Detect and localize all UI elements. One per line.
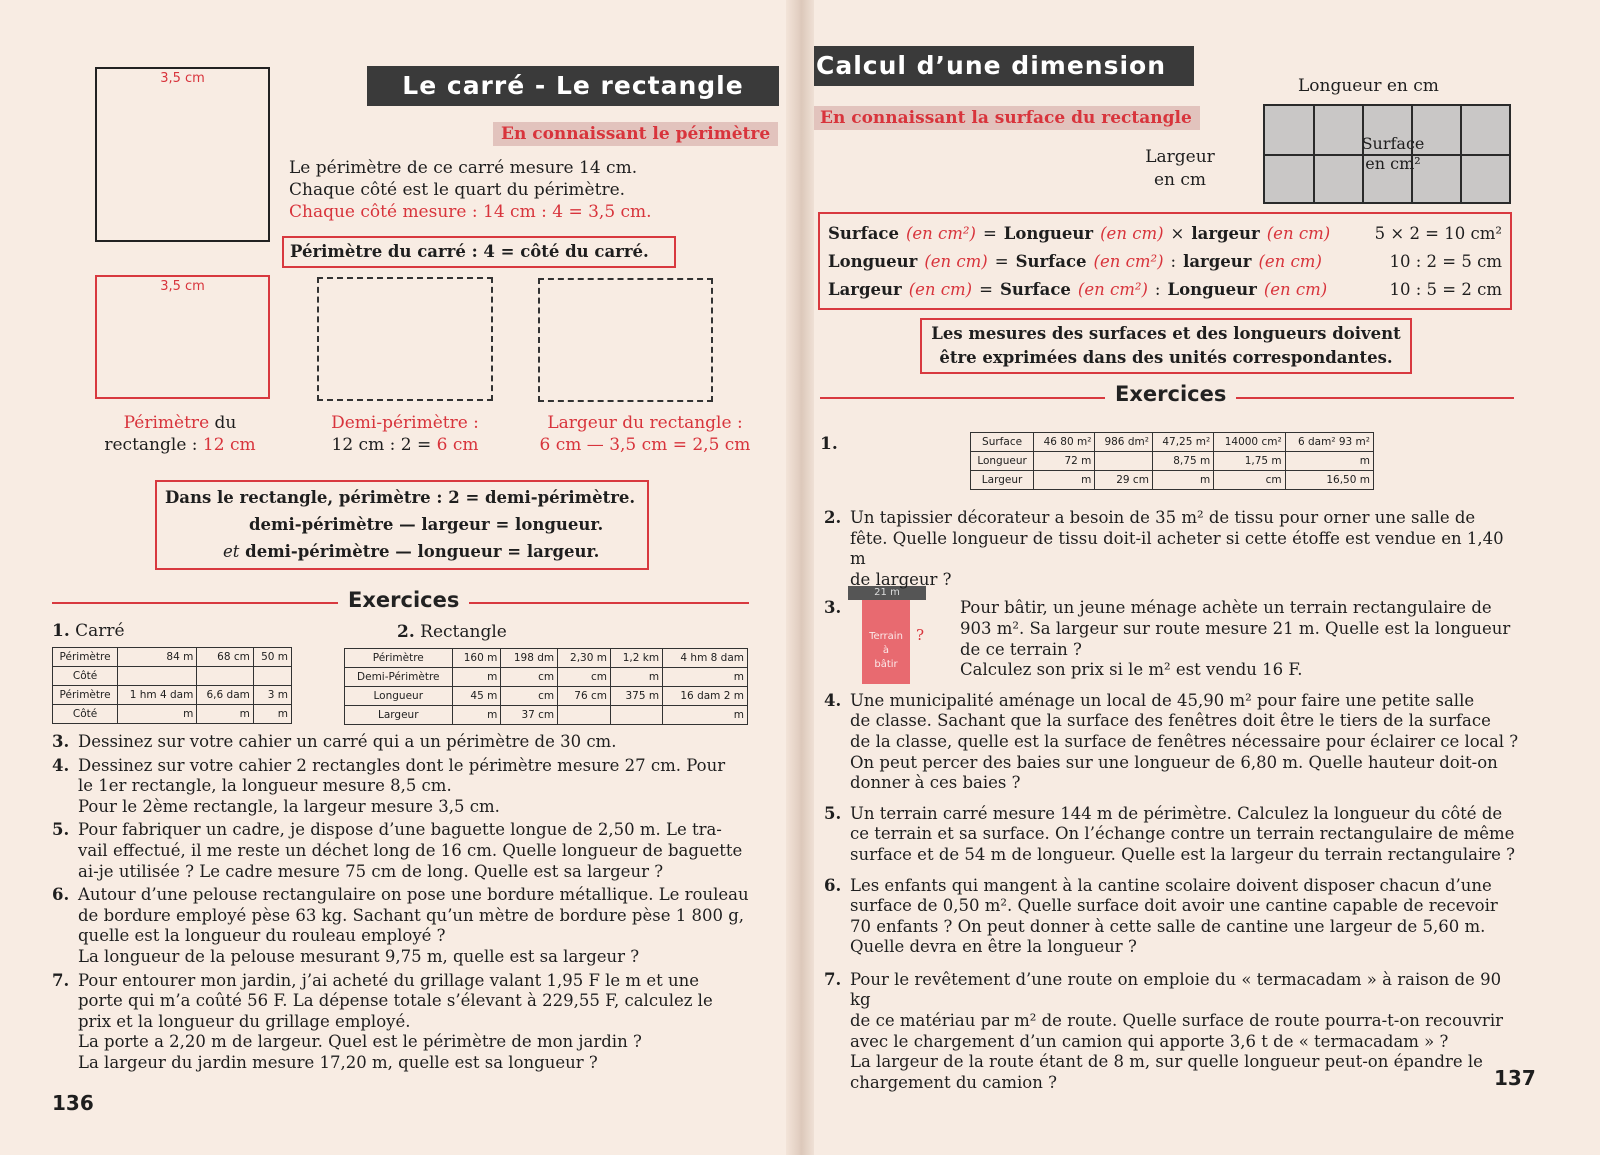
left-exercise-line: Dessinez sur votre cahier 2 rectangles dont le périmètre mesure 27 cm. Pour bbox=[78, 755, 726, 775]
left-exercise-line: La longueur de la pelouse mesurant 9,75 m, quelle est sa largeur ? bbox=[78, 946, 640, 966]
right-exercise bbox=[824, 804, 1524, 866]
r-ex1-row-label: Largeur bbox=[971, 471, 1034, 490]
r-ex1-table bbox=[970, 432, 1374, 490]
ex2-cell: 375 m bbox=[610, 687, 662, 706]
units-note-box bbox=[920, 318, 1412, 374]
ex1-table bbox=[52, 647, 292, 724]
right-exercise bbox=[824, 970, 1524, 1094]
formula-unit: (en cm) bbox=[1100, 224, 1164, 243]
caption-width-calc: 6 cm — 3,5 cm = 2,5 cm bbox=[539, 435, 751, 455]
r-ex1-cell: 72 m bbox=[1034, 452, 1095, 471]
r-ex1-row bbox=[971, 471, 1374, 490]
right-exercise-line: Une municipalité aménage un local de 45,90 m² pour faire une petite salle bbox=[850, 690, 1475, 710]
ex1-cell: 84 m bbox=[118, 648, 197, 667]
right-exercises-title: Exercices bbox=[1105, 382, 1236, 406]
formula-term: largeur bbox=[1191, 224, 1260, 243]
rect-rule-et: et bbox=[223, 542, 240, 561]
caption-rectangle-word: rectangle : bbox=[104, 435, 198, 455]
right-exercise-line: de classe. Sachant que la surface des fenêtres doit être le tiers de la surface bbox=[850, 711, 1491, 731]
caption-perimeter-word: Périmètre bbox=[123, 413, 210, 433]
intro-line-3: Chaque côté mesure : 14 cm : 4 = 3,5 cm. bbox=[289, 202, 652, 222]
r-ex1-cell: 14000 cm² bbox=[1214, 433, 1285, 452]
ex1-row-label: Côté bbox=[53, 667, 118, 686]
right-exercise-number: 7. bbox=[824, 969, 842, 989]
right-exercise-number: 2. bbox=[824, 508, 842, 527]
ex1-number: 1. bbox=[52, 621, 70, 641]
grid-top-label: Longueur en cm bbox=[1298, 76, 1439, 96]
caption-12cm: 12 cm bbox=[202, 435, 256, 455]
square-rule-box bbox=[282, 236, 676, 268]
ex2-row bbox=[345, 687, 748, 706]
ex2-cell: m bbox=[452, 706, 501, 725]
rectangle-rule-box bbox=[155, 480, 649, 570]
intro-line-2: Chaque côté est le quart du périmètre. bbox=[289, 180, 626, 200]
formula-expression bbox=[828, 220, 1337, 248]
formula-term: Largeur bbox=[828, 280, 902, 299]
right-exercise-line: fête. Quelle longueur de tissu doit-il acheter si cette étoffe est vendue en 1,40 m bbox=[850, 528, 1504, 569]
right-exercise-line: Pour le revêtement d’une route on emploie du « termacadam » à raison de 90 kg bbox=[850, 969, 1502, 1010]
left-exercise bbox=[52, 971, 752, 1074]
formula-operator: × bbox=[1170, 224, 1185, 243]
r-ex1-cell: 46 80 m² bbox=[1034, 433, 1095, 452]
ex2-cell bbox=[558, 706, 611, 725]
caption-half-perimeter-title: Demi-périmètre : bbox=[331, 413, 479, 433]
right-exercise-line: de ce terrain ? bbox=[960, 639, 1082, 659]
ex2-row bbox=[345, 706, 748, 725]
grid-side-label bbox=[1130, 146, 1230, 192]
caption-width bbox=[520, 412, 770, 456]
r-ex1-cell: m bbox=[1285, 452, 1373, 471]
right-exercise bbox=[824, 691, 1524, 794]
right-exercise-line: surface de 0,50 m². Quelle surface doit avoir une cantine capable de recevoir bbox=[850, 896, 1498, 916]
ex1-cell: m bbox=[118, 705, 197, 724]
grid-side-label-2: en cm bbox=[1153, 170, 1207, 190]
left-exercise-line: Dessinez sur votre cahier un carré qui a un périmètre de 30 cm. bbox=[78, 732, 617, 751]
right-exercise-line: Quelle devra en être la longueur ? bbox=[850, 937, 1137, 957]
left-exercise bbox=[52, 732, 752, 753]
grid-side-label-1: Largeur bbox=[1145, 147, 1215, 167]
ex2-cell: m bbox=[610, 668, 662, 687]
right-exercise-line: 903 m². Sa largeur sur route mesure 21 m. Quelle est la longueur bbox=[960, 618, 1511, 638]
ex1-cell: m bbox=[253, 705, 291, 724]
ex1-row-label: Côté bbox=[53, 705, 118, 724]
caption-du-word: du bbox=[214, 413, 237, 433]
formula-expression bbox=[828, 248, 1329, 276]
right-exercise bbox=[824, 508, 1524, 590]
left-exercise-line: Pour le 2ème rectangle, la largeur mesure 3,5 cm. bbox=[78, 796, 500, 816]
right-exercise-line: surface et de 54 m de longueur. Quelle est la largeur du terrain rectangulaire ? bbox=[850, 844, 1516, 864]
ex2-cell: m bbox=[452, 668, 501, 687]
ex1-row bbox=[53, 705, 292, 724]
formula-unit: (en cm) bbox=[1258, 252, 1322, 271]
r-ex1-cell: cm bbox=[1214, 471, 1285, 490]
formula-unit: (en cm) bbox=[908, 280, 973, 299]
ex2-row-label: Demi-Périmètre bbox=[345, 668, 453, 687]
book-gutter bbox=[786, 0, 814, 1155]
formula-term: Surface bbox=[999, 280, 1071, 299]
right-exercise-line: de la classe, quelle est la surface de fenêtres nécessaire pour éclairer ce local ? bbox=[850, 731, 1519, 751]
r-ex1-row-label: Surface bbox=[971, 433, 1034, 452]
rect-side-label: 3,5 cm bbox=[160, 279, 205, 294]
caption-half-perimeter-calc: 12 cm : 2 = bbox=[331, 435, 432, 455]
ex2-heading bbox=[397, 622, 507, 642]
right-exercise-line: chargement du camion ? bbox=[850, 1072, 1057, 1092]
ex2-title: Rectangle bbox=[420, 622, 507, 642]
formula-unit: (en cm²) bbox=[905, 224, 976, 243]
ex2-cell: cm bbox=[501, 687, 558, 706]
ex2-cell: 1,2 km bbox=[610, 649, 662, 668]
right-page bbox=[800, 0, 1600, 1155]
ex1-cell: 50 m bbox=[253, 648, 291, 667]
ex2-row bbox=[345, 649, 748, 668]
ex3-plot-label-3: bâtir bbox=[874, 659, 898, 670]
ex3-question-mark: ? bbox=[916, 626, 925, 644]
formula-term: Surface bbox=[1015, 252, 1087, 271]
right-exercise bbox=[824, 876, 1524, 958]
r-ex1-cell bbox=[1095, 452, 1153, 471]
ex1-cell: m bbox=[197, 705, 254, 724]
right-exercise-line: Calculez son prix si le m² est vendu 16 F. bbox=[960, 660, 1303, 680]
left-page-number: 136 bbox=[52, 1091, 94, 1115]
half-perimeter-figure bbox=[317, 277, 493, 401]
left-exercise-line: le 1er rectangle, la longueur mesure 8,5 cm. bbox=[78, 776, 452, 796]
caption-perimeter bbox=[60, 412, 300, 456]
formula-example: 10 : 5 = 2 cm bbox=[1389, 280, 1502, 299]
right-exercise-number: 5. bbox=[824, 803, 842, 823]
ex1-cell: 1 hm 4 dam bbox=[118, 686, 197, 705]
ex2-cell: m bbox=[663, 668, 748, 687]
ex2-cell: cm bbox=[558, 668, 611, 687]
left-exercise-line: La porte a 2,20 m de largeur. Quel est le périmètre de mon jardin ? bbox=[78, 1032, 642, 1052]
left-exercise-list bbox=[52, 732, 752, 1074]
ex1-row bbox=[53, 667, 292, 686]
right-exercise-line: avec le chargement d’un camion qui apporte 3,6 t de « termacadam » ? bbox=[850, 1031, 1449, 1051]
ex3-plot-label-2: à bbox=[882, 645, 890, 656]
formula-operator: : bbox=[1170, 252, 1177, 271]
ex2-row-label: Périmètre bbox=[345, 649, 453, 668]
ex2-cell: 4 hm 8 dam bbox=[663, 649, 748, 668]
ex1-row-label: Périmètre bbox=[53, 648, 118, 667]
ex2-cell bbox=[610, 706, 662, 725]
right-exercise-line: Un terrain carré mesure 144 m de périmètre. Calculez la longueur du côté de bbox=[850, 803, 1503, 823]
grid-inner-unit: en cm² bbox=[1365, 154, 1421, 173]
r-ex1-cell: 986 dm² bbox=[1095, 433, 1153, 452]
left-exercise-line: La largeur du jardin mesure 17,20 m, quelle est sa longueur ? bbox=[78, 1052, 598, 1072]
caption-6cm: 6 cm bbox=[436, 435, 479, 455]
r-ex1-cell: 1,75 m bbox=[1214, 452, 1285, 471]
right-exercise-number: 3. bbox=[824, 598, 842, 618]
intro-line-1: Le périmètre de ce carré mesure 14 cm. bbox=[289, 158, 638, 178]
right-exercise-number: 6. bbox=[824, 875, 842, 895]
ex1-cell: 6,6 dam bbox=[197, 686, 254, 705]
left-exercise-line: Pour entourer mon jardin, j’ai acheté du grillage valant 1,95 F le m et une bbox=[78, 970, 699, 990]
ex1-row bbox=[53, 648, 292, 667]
formula-operator: = bbox=[979, 280, 993, 299]
formula-unit: (en cm) bbox=[1263, 280, 1328, 299]
ex2-row-label: Longueur bbox=[345, 687, 453, 706]
formula-operator: = bbox=[994, 252, 1009, 271]
left-exercise bbox=[52, 885, 752, 967]
formula-operator: = bbox=[982, 224, 997, 243]
r-ex1-row bbox=[971, 433, 1374, 452]
left-exercise-line: prix et la longueur du grillage employé. bbox=[78, 1011, 411, 1031]
caption-half-perimeter bbox=[295, 412, 515, 456]
ex2-cell: 198 dm bbox=[501, 649, 558, 668]
r-ex1-number: 1. bbox=[820, 434, 838, 454]
caption-width-title: Largeur du rectangle : bbox=[547, 413, 743, 433]
right-exercise-line: On peut percer des baies sur une longueur de 6,80 m. Quelle hauteur doit-on bbox=[850, 752, 1498, 772]
ex2-table bbox=[344, 648, 748, 725]
r-ex1-cell: 16,50 m bbox=[1285, 471, 1373, 490]
ex1-row-label: Périmètre bbox=[53, 686, 118, 705]
rect-rule-line-3: demi-périmètre — longueur = largeur. bbox=[245, 542, 600, 561]
formula-unit: (en cm) bbox=[924, 252, 988, 271]
note-line-2: être exprimées dans des unités correspondantes. bbox=[939, 348, 1393, 367]
right-exercise bbox=[824, 598, 1524, 680]
r-ex1-row bbox=[971, 452, 1374, 471]
left-exercise-line: quelle est la longueur du rouleau employé ? bbox=[78, 926, 446, 946]
formula-term: Longueur bbox=[1167, 280, 1257, 299]
right-exercise-list bbox=[824, 508, 1524, 1093]
ex2-row bbox=[345, 668, 748, 687]
square-figure bbox=[95, 67, 270, 242]
right-exercise-line: donner à ces baies ? bbox=[850, 773, 1021, 793]
ex2-cell: 2,30 m bbox=[558, 649, 611, 668]
right-exercise-line: La largeur de la route étant de 8 m, sur quelle longueur peut-on épandre le bbox=[850, 1052, 1483, 1072]
right-page-title: Calcul d’une dimension bbox=[788, 46, 1194, 86]
right-exercise-number: 4. bbox=[824, 690, 842, 710]
ex1-cell bbox=[253, 667, 291, 686]
left-exercise-line: porte qui m’a coûté 56 F. La dépense totale s’élevant à 229,55 F, calculez le bbox=[78, 991, 713, 1011]
formula-example: 5 × 2 = 10 cm² bbox=[1374, 224, 1502, 243]
right-exercise-line: Les enfants qui mangent à la cantine scolaire doivent disposer chacun d’une bbox=[850, 875, 1492, 895]
formula-unit: (en cm²) bbox=[1093, 252, 1164, 271]
ex2-number: 2. bbox=[397, 622, 415, 642]
formula-term: Longueur bbox=[828, 252, 918, 271]
r-ex1-row-label: Longueur bbox=[971, 452, 1034, 471]
formula-term: Surface bbox=[828, 224, 899, 243]
rectangle-perimeter-figure bbox=[95, 275, 270, 399]
ex1-title: Carré bbox=[75, 621, 125, 641]
formula-row bbox=[828, 248, 1502, 276]
formula-term: Longueur bbox=[1003, 224, 1094, 243]
formula-expression bbox=[828, 276, 1334, 304]
right-exercise-line: de largeur ? bbox=[850, 569, 952, 589]
ex1-heading bbox=[52, 621, 125, 641]
right-exercise-line: 70 enfants ? On peut donner à cette salle de cantine une largeur de 5,60 m. bbox=[850, 916, 1486, 936]
ex3-road-label: 21 m bbox=[874, 587, 900, 598]
square-side-label: 3,5 cm bbox=[160, 71, 205, 86]
ex1-row bbox=[53, 686, 292, 705]
left-page-title: Le carré - Le rectangle bbox=[367, 66, 779, 106]
ex2-cell: m bbox=[663, 706, 748, 725]
formula-unit: (en cm²) bbox=[1077, 280, 1148, 299]
r-ex1-cell: 47,25 m² bbox=[1152, 433, 1213, 452]
r-ex1-cell: 6 dam² 93 m² bbox=[1285, 433, 1373, 452]
note-line-1: Les mesures des surfaces et des longueurs doivent bbox=[931, 324, 1401, 343]
square-rule-text: Périmètre du carré : 4 = côté du carré. bbox=[290, 242, 649, 261]
ex1-cell: 68 cm bbox=[197, 648, 254, 667]
r-ex1-cell: 8,75 m bbox=[1152, 452, 1213, 471]
ex2-cell: 16 dam 2 m bbox=[663, 687, 748, 706]
formula-term: largeur bbox=[1183, 252, 1252, 271]
formula-box bbox=[818, 212, 1512, 310]
left-exercise-line: vail effectué, il me reste un déchet long de 16 cm. Quelle longueur de baguette bbox=[78, 840, 743, 860]
left-exercises-title: Exercices bbox=[338, 588, 469, 612]
ex1-cell bbox=[197, 667, 254, 686]
left-exercise-line: ai-je utilisée ? Le cadre mesure 75 cm de long. Quelle est sa largeur ? bbox=[78, 861, 664, 881]
left-exercise-line: Pour fabriquer un cadre, je dispose d’une baguette longue de 2,50 m. Le tra- bbox=[78, 820, 722, 840]
r-ex1-cell: m bbox=[1034, 471, 1095, 490]
formula-operator: : bbox=[1154, 280, 1161, 299]
rect-rule-line-2: demi-périmètre — largeur = longueur. bbox=[249, 515, 604, 534]
left-exercise-line: Autour d’une pelouse rectangulaire on pose une bordure métallique. Le rouleau bbox=[78, 885, 749, 905]
ex2-cell: 37 cm bbox=[501, 706, 558, 725]
left-exercise-number: 5. bbox=[52, 820, 70, 840]
left-exercise-number: 6. bbox=[52, 885, 70, 905]
ex3-plot-label-1: Terrain bbox=[869, 631, 903, 642]
ex2-cell: 76 cm bbox=[558, 687, 611, 706]
ex1-cell bbox=[118, 667, 197, 686]
ex1-cell: 3 m bbox=[253, 686, 291, 705]
right-subbanner: En connaissant la surface du rectangle bbox=[812, 106, 1200, 130]
r-ex1-cell: 29 cm bbox=[1095, 471, 1153, 490]
right-exercise-line: Un tapissier décorateur a besoin de 35 m² de tissu pour orner une salle de bbox=[850, 508, 1476, 527]
ex2-cell: cm bbox=[501, 668, 558, 687]
right-exercise-line: Pour bâtir, un jeune ménage achète un terrain rectangulaire de bbox=[960, 598, 1492, 618]
left-exercise-number: 3. bbox=[52, 732, 70, 751]
right-page-number: 137 bbox=[1494, 1066, 1536, 1090]
left-exercise bbox=[52, 756, 752, 818]
right-exercise-line: ce terrain et sa surface. On l’échange contre un terrain rectangulaire de même bbox=[850, 824, 1515, 844]
left-exercise-number: 4. bbox=[52, 755, 70, 775]
ex2-cell: 160 m bbox=[452, 649, 501, 668]
left-subbanner: En connaissant le périmètre bbox=[493, 122, 778, 146]
left-exercise bbox=[52, 820, 752, 882]
formula-unit: (en cm) bbox=[1266, 224, 1331, 243]
left-exercise-line: de bordure employé pèse 63 kg. Sachant qu’un mètre de bordure pèse 1 800 g, bbox=[78, 905, 745, 925]
right-exercise-line: de ce matériau par m² de route. Quelle surface de route pourra-t-on recouvrir bbox=[850, 1011, 1503, 1031]
formula-row bbox=[828, 220, 1502, 248]
ex2-row-label: Largeur bbox=[345, 706, 453, 725]
formula-row bbox=[828, 276, 1502, 304]
surface-grid bbox=[1263, 104, 1511, 204]
grid-inner-surface: Surface bbox=[1361, 134, 1425, 153]
ex2-cell: 45 m bbox=[452, 687, 501, 706]
rect-rule-line-1: Dans le rectangle, périmètre : 2 = demi-périmètre. bbox=[165, 488, 636, 507]
width-figure bbox=[538, 278, 713, 402]
formula-example: 10 : 2 = 5 cm bbox=[1389, 252, 1502, 271]
r-ex1-cell: m bbox=[1152, 471, 1213, 490]
left-exercise-number: 7. bbox=[52, 970, 70, 990]
intro-text bbox=[289, 157, 652, 223]
